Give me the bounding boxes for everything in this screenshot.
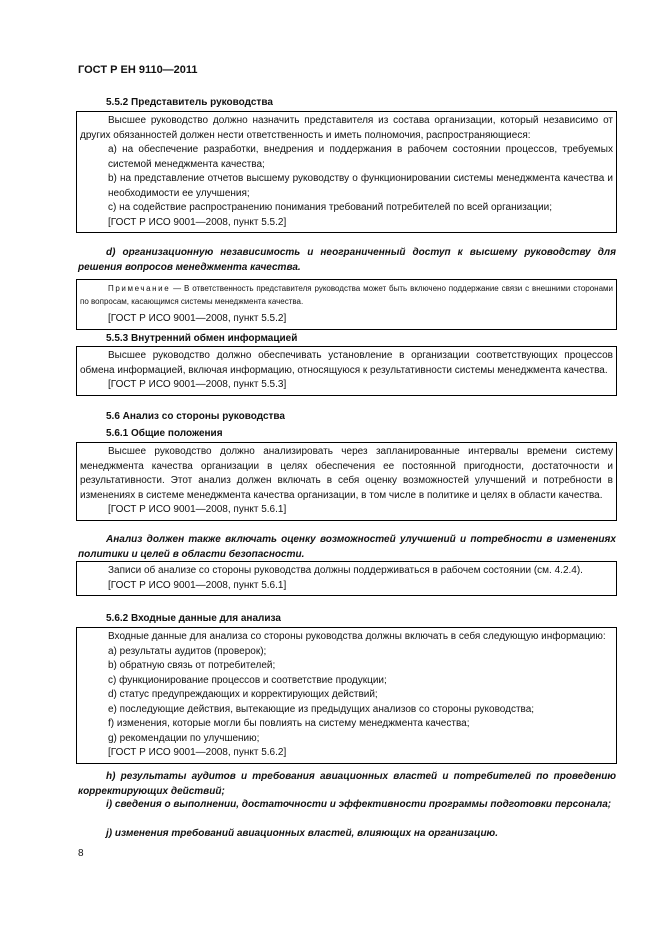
list-item: b) обратную связь от потребителей; (108, 660, 276, 671)
standard-text-box-5-6-2 (76, 627, 617, 764)
reference: [ГОСТ Р ИСО 9001—2008, пункт 5.6.1] (108, 504, 287, 515)
standard-text-box-5-5-2 (76, 111, 617, 233)
added-requirement-h: h) результаты аудитов и требования авиационных властей и потребителей по проведению корректирующих действий; (78, 771, 616, 797)
note (80, 282, 613, 308)
reference: [ГОСТ Р ИСО 9001—2008, пункт 5.6.2] (108, 747, 287, 758)
list-item: f) изменения, которые могли бы повлиять на систему менеджмента качества; (108, 718, 470, 729)
list-item: е) последующие действия, вытекающие из предыдущих анализов со стороны руководства; (108, 703, 535, 715)
standard-text-box-5-6-1 (76, 442, 617, 521)
reference: [ГОСТ Р ИСО 9001—2008, пункт 5.5.3] (108, 379, 287, 390)
paragraph: Высшее руководство должно обеспечивать установление в организации соответствующих процессов обмена информацией, включая информацию, относящуюся к результативности системы менеджмента качества. (80, 350, 613, 376)
list-item: b) на представление отчетов высшему руководству о функционировании системы менеджмента качества и необходимости ее улучшения; (108, 173, 613, 199)
paragraph: Записи об анализе со стороны руководства должны поддерживаться в рабочем состоянии (см. 4.2.4). (108, 565, 583, 576)
section-heading-5-5-3: 5.5.3 Внутренний обмен информацией (106, 333, 298, 344)
reference: [ГОСТ Р ИСО 9001—2008, пункт 5.6.1] (108, 579, 287, 591)
list-item: а) результаты аудитов (проверок); (108, 645, 267, 657)
list-item: d) статус предупреждающих и корректирующих действий; (108, 689, 378, 700)
standard-text-box-5-6-1-records (76, 561, 617, 596)
paragraph: Входные данные для анализа со стороны руководства должны включать в себя следующую информацию: (108, 631, 606, 642)
list-item: а) на обеспечение разработки, внедрения и поддержания в рабочем состоянии процессов, требуемых системой менеджмента качества; (108, 144, 613, 170)
reference: [ГОСТ Р ИСО 9001—2008, пункт 5.5.2] (108, 216, 287, 228)
paragraph: Высшее руководство должно анализировать через запланированные интервалы времени систему менеджмента качества организации в целях обеспечения ее постоянной пригодности, достаточности и результативности. Этот анализ должен включать в себя оценку возможностей улучшений и потребности в изменениях в системе менеджмента качества организации, в том числе в политике и целях в области качества. (80, 446, 613, 501)
section-heading-5-6-1: 5.6.1 Общие положения (106, 428, 223, 439)
reference: [ГОСТ Р ИСО 9001—2008, пункт 5.5.2] (108, 313, 287, 324)
document-header: ГОСТ Р ЕН 9110—2011 (78, 64, 198, 76)
added-requirement: d) организационную независимость и неограниченный доступ к высшему руководству для решения вопросов менеджмента качества. (78, 247, 616, 273)
section-heading-5-6: 5.6 Анализ со стороны руководства (106, 411, 285, 422)
added-requirement-j: j) изменения требований авиационных властей, влияющих на организацию. (106, 828, 498, 839)
section-heading-5-5-2: 5.5.2 Представитель руководства (106, 97, 273, 108)
paragraph: Высшее руководство должно назначить представителя из состава организации, который независимо от других обязанностей должен нести ответственность и иметь полномочия, распространяющиеся: (80, 115, 613, 141)
note-label: Примечание (108, 284, 171, 293)
list-item: с) на содействие распространению понимания требований потребителей по всей организации; (108, 202, 553, 213)
standard-text-box-5-5-3 (76, 346, 617, 396)
section-heading-5-6-2: 5.6.2 Входные данные для анализа (106, 613, 281, 624)
page-number: 8 (78, 848, 84, 859)
added-requirement-i: i) сведения о выполнении, достаточности и эффективности программы подготовки персонала; (106, 799, 612, 810)
list-item: g) рекомендации по улучшению; (108, 732, 260, 744)
added-requirement: Анализ должен также включать оценку возможностей улучшений и потребности в изменениях политики и целей в области безопасности. (78, 534, 616, 560)
note-text: — В ответственность представителя руководства может быть включено поддержание связи с внешними сторонами по вопросам, касающимся системы менеджмента качества. (80, 284, 613, 306)
note-box (76, 279, 617, 330)
list-item: с) функционирование процессов и соответствие продукции; (108, 674, 387, 686)
